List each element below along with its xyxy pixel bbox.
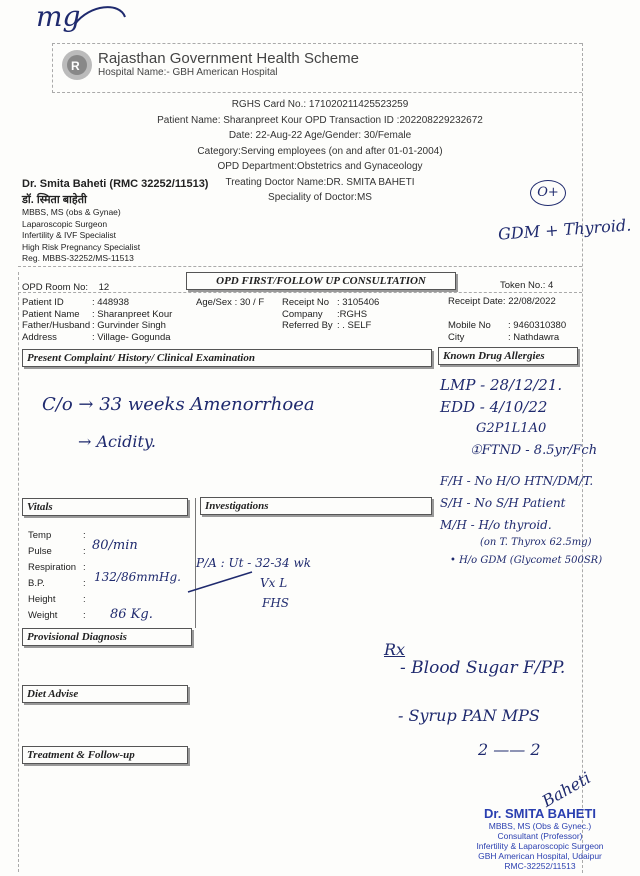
section-diagnosis: Provisional Diagnosis bbox=[22, 628, 192, 646]
city-value: : Nathdawra bbox=[508, 331, 560, 343]
lmp: LMP - 28/12/21. bbox=[440, 376, 563, 394]
obstetric-history bbox=[440, 374, 602, 572]
address-label: Address bbox=[22, 331, 57, 343]
company-value: :RGHS bbox=[337, 308, 368, 320]
patient-name-label: Patient Name bbox=[22, 308, 80, 320]
rghs-logo-icon bbox=[60, 48, 94, 82]
contact-info bbox=[448, 320, 566, 343]
opd-title: OPD FIRST/FOLLOW UP CONSULTATION bbox=[186, 272, 456, 290]
patient-id-value: : 448938 bbox=[92, 297, 129, 308]
vital-height: Height bbox=[28, 594, 56, 605]
weight-value: 86 Kg. bbox=[110, 607, 153, 622]
age-sex bbox=[196, 297, 264, 308]
gravida: G2P1L1A0 bbox=[476, 421, 547, 436]
rx-line-3: 2 —— 2 bbox=[478, 740, 541, 759]
doctor-name-hindi: डॉ. स्मिता बाहेती bbox=[22, 194, 87, 206]
father-value: : Gurvinder Singh bbox=[92, 320, 166, 331]
scheme-title: Rajasthan Government Health Scheme bbox=[98, 50, 359, 67]
referred-value: : . SELF bbox=[337, 320, 372, 331]
signature: Baheti bbox=[538, 768, 594, 811]
referred-label: Referred By bbox=[282, 320, 333, 331]
vital-pulse: Pulse bbox=[28, 546, 52, 557]
stamp-line: RMC-32252/11513 bbox=[504, 861, 576, 871]
patient-transaction: Patient Name: Sharanpreet Kour OPD Transaction ID :202208229232672 bbox=[157, 114, 483, 126]
stamp-line: Consultant (Professor) bbox=[497, 831, 583, 841]
ftnd: ①FTND - 8.5yr/Fch bbox=[470, 443, 598, 458]
receipt-info bbox=[282, 297, 379, 332]
stamp-line: GBH American Hospital, Udaipur bbox=[478, 851, 602, 861]
gdm-note: • H/o GDM (Glycomet 500SR) bbox=[450, 555, 603, 566]
qual-line: MBBS, MS (obs & Gynae) bbox=[22, 207, 121, 217]
opd-room-label: OPD Room No: bbox=[22, 282, 88, 293]
diagnosis-note: GDM + Thyroid. bbox=[497, 215, 632, 244]
blood-group-circled: O+ bbox=[530, 180, 566, 206]
surgical-history: S/H - No S/H Patient bbox=[440, 496, 566, 510]
section-diet: Diet Advise bbox=[22, 685, 188, 703]
thyrox-note: (on T. Thyrox 62.5mg) bbox=[480, 537, 592, 548]
rghs-card-number: RGHS Card No.: 171020211425523259 bbox=[231, 99, 409, 110]
section-complaint: Present Complaint/ History/ Clinical Examination bbox=[22, 349, 432, 367]
stamp-line: Infertility & Laparoscopic Surgeon bbox=[476, 841, 604, 851]
invest-line-3: FHS bbox=[262, 596, 290, 610]
opd-room-value: 12 bbox=[98, 282, 110, 293]
doctor-qualifications bbox=[22, 207, 140, 265]
token-number: Token No.: 4 bbox=[500, 280, 554, 291]
address-value: : Village- Gogunda bbox=[92, 331, 171, 343]
agesex-value: : 30 / F bbox=[234, 297, 265, 308]
opd-department: OPD Department:Obstetrics and Gynaceology bbox=[217, 161, 423, 172]
section-allergies: Known Drug Allergies bbox=[438, 347, 578, 365]
doctor-name: Dr. Smita Baheti (RMC 32252/11513) bbox=[22, 178, 209, 190]
rx-line-2: - Syrup PAN MPS bbox=[398, 706, 540, 725]
edd: EDD - 4/10/22 bbox=[440, 398, 548, 416]
hospital-name: Hospital Name:- GBH American Hospital bbox=[98, 67, 278, 78]
rx-line-1: - Blood Sugar F/PP. bbox=[400, 658, 566, 678]
father-label: Father/Husband bbox=[22, 320, 91, 331]
mobile-label: Mobile No bbox=[448, 320, 491, 331]
qual-line: Laparoscopic Surgeon bbox=[22, 218, 108, 229]
invest-slash bbox=[186, 566, 256, 596]
stamp-name: Dr. SMITA BAHETI bbox=[484, 806, 596, 821]
qual-line: High Risk Pregnancy Specialist bbox=[22, 241, 141, 252]
family-history: F/H - No H/O HTN/DM/T. bbox=[440, 474, 594, 488]
vital-weight: Weight bbox=[28, 610, 58, 621]
qual-line: Reg. MBBS-32252/MS-11513 bbox=[22, 253, 134, 263]
patient-id-label: Patient ID bbox=[22, 297, 64, 308]
mobile-value: : 9460310380 bbox=[508, 320, 567, 331]
vital-temp: Temp bbox=[28, 530, 52, 541]
company-label: Company bbox=[282, 308, 323, 320]
doctor-speciality: Speciality of Doctor:MS bbox=[268, 192, 372, 203]
category: Category:Serving employees (on and after 01-01-2004) bbox=[197, 145, 443, 157]
receipt-value: : 3105406 bbox=[337, 297, 380, 308]
rx-symbol: Rx bbox=[384, 640, 406, 659]
section-treatment: Treatment & Follow-up bbox=[22, 746, 188, 764]
invest-line-2: Vx L bbox=[260, 576, 288, 590]
patient-name-value: : Sharanpreet Kour bbox=[92, 308, 173, 320]
top-scribble: mg bbox=[36, 0, 81, 33]
treating-doctor: Treating Doctor Name:DR. SMITA BAHETI bbox=[225, 176, 415, 188]
agesex-label: Age/Sex bbox=[196, 297, 232, 308]
receipt-label: Receipt No bbox=[282, 297, 329, 308]
qual-line: Infertility & IVF Specialist bbox=[22, 230, 117, 240]
complaint-line-2: → Acidity. bbox=[78, 432, 156, 451]
receipt-date: Receipt Date: 22/08/2022 bbox=[448, 296, 556, 307]
vital-bp: B.P. bbox=[28, 578, 45, 589]
vital-resp: Respiration bbox=[28, 562, 77, 573]
section-investigations: Investigations bbox=[200, 497, 432, 515]
pulse-value: 80/min bbox=[92, 538, 138, 553]
date-age-gender: Date: 22-Aug-22 Age/Gender: 30/Female bbox=[228, 130, 412, 141]
doctor-stamp bbox=[440, 806, 640, 871]
svg-text:R: R bbox=[71, 59, 80, 73]
bp-value: 132/86mmHg. bbox=[94, 570, 181, 584]
scribble-underline bbox=[70, 2, 130, 32]
complaint-line-1: C/o → 33 weeks Amenorrhoea bbox=[42, 394, 315, 415]
medical-history: M/H - H/o thyroid. bbox=[440, 518, 552, 532]
stamp-line: MBBS, MS (Obs & Gynec.) bbox=[488, 821, 592, 831]
patient-info-left bbox=[22, 297, 172, 343]
vitals-labels: Temp : Pulse : Respiration : B.P. : Height : Weight : bbox=[28, 528, 86, 624]
section-vitals: Vitals bbox=[22, 498, 188, 516]
invest-line-1: P/A : Ut - 32-34 wk bbox=[196, 556, 312, 570]
city-label: City bbox=[448, 331, 465, 343]
